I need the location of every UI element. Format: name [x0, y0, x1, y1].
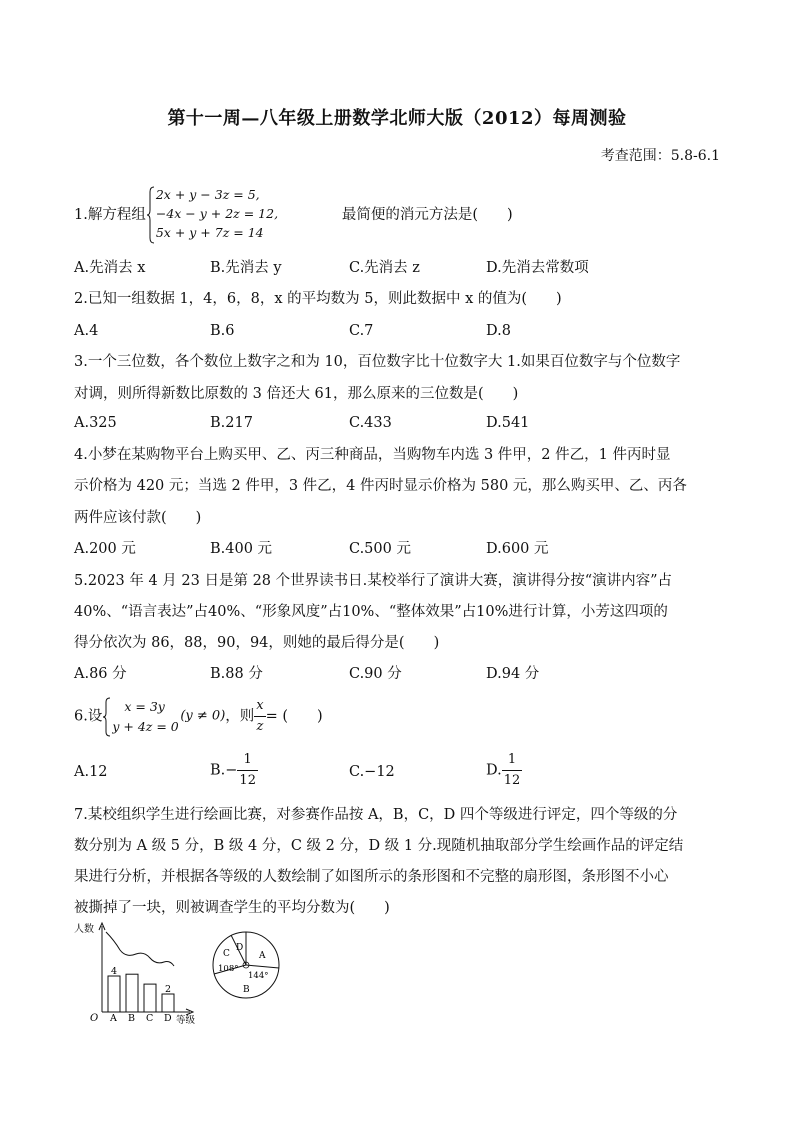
q6-option-b-fraction [237, 750, 258, 791]
question-7-line-3: 果进行分析，并根据各等级的人数绘制了如图所示的条形图和不完整的扇形图，条形图不小心 [74, 869, 669, 885]
q6-option-b-numerator: 1 [243, 752, 252, 767]
data-label-d: 2 [165, 984, 172, 995]
q6-suffix: = ( ) [265, 708, 323, 725]
pie-angle-c: 108° [218, 964, 239, 974]
q1-option-b[interactable]: B.先消去 y [210, 260, 282, 276]
q1-prefix: 1.解方程组 [74, 207, 146, 223]
q4-option-b[interactable]: B.400 元 [210, 541, 273, 557]
bar-chart [70, 918, 210, 1024]
q6-option-d-numerator: 1 [507, 752, 517, 767]
q5-option-c[interactable]: C.90 分 [349, 666, 402, 682]
q1-option-c[interactable]: C.先消去 z [349, 260, 420, 276]
q2-option-a[interactable]: A.4 [74, 323, 99, 339]
q6-option-b-denominator: 12 [237, 770, 258, 791]
torn-edge [106, 932, 174, 966]
x-axis-label: 等级 [176, 1015, 196, 1024]
bar-c [144, 984, 156, 1012]
q2-option-b[interactable]: B.6 [210, 323, 235, 339]
brace-icon [102, 697, 112, 737]
q6-option-b[interactable] [210, 750, 258, 791]
bar-d [162, 994, 174, 1012]
tick-label-c: C [146, 1013, 154, 1024]
question-7-line-4: 被撕掉了一块，则被调查学生的平均分数为( ) [74, 900, 390, 916]
pie-label-b: B [243, 985, 250, 995]
question-4-line-1: 4.小梦在某购物平台上购买甲、乙、丙三种商品，当购物车内选 3 件甲，2 件乙，1 件丙时显 [74, 447, 671, 463]
q6-option-a[interactable]: A.12 [74, 764, 108, 780]
q1-eq1: 2x + y − 3z = 5, [155, 187, 260, 202]
q2-option-c[interactable]: C.7 [349, 323, 374, 339]
tick-label-d: D [164, 1013, 172, 1024]
question-6 [74, 696, 323, 740]
pie-angle-b: 144° [248, 971, 269, 981]
q2-option-d[interactable]: D.8 [486, 323, 511, 339]
question-5-line-2: 40%、“语言表达”占40%、“形象风度”占10%、“整体效果”占10%进行计算，小芳这四项的 [74, 604, 668, 620]
q6-eq1: x = 3y [124, 698, 165, 714]
bars-group [108, 966, 174, 1024]
question-3-line-1: 3.一个三位数，各个数位上数字之和为 10，百位数字比十位数字大 1.如果百位数字与个位数字 [74, 354, 681, 370]
q6-fraction [254, 696, 265, 737]
q1-suffix: 最简便的消元方法是( ) [341, 207, 513, 223]
q4-option-a[interactable]: A.200 元 [74, 541, 136, 557]
question-4-line-2: 示价格为 420 元；当选 2 件甲，3 件乙，4 件丙时显示价格为 580 元，那么购买甲、乙、丙各 [74, 478, 687, 494]
question-1 [74, 186, 513, 244]
question-3-line-2: 对调，则所得新数比原数的 3 倍还大 61，那么原来的三位数是( ) [74, 386, 519, 402]
q1-eq2: −4x − y + 2z = 12, [155, 206, 279, 221]
q6-prefix: 6.设 [74, 708, 103, 725]
question-4-line-3: 两件应该付款( ) [74, 510, 202, 526]
question-7-line-2: 数分别为 A 级 5 分，B 级 4 分，C 级 2 分，D 级 1 分.现随机抽取部分学生绘画作品的评定结 [74, 838, 684, 854]
bar-a [108, 976, 120, 1012]
q6-equation-system [102, 697, 180, 737]
q6-option-b-prefix: B.− [210, 762, 238, 779]
q6-fraction-numerator: x [256, 698, 264, 713]
question-2: 2.已知一组数据 1，4，6，8，x 的平均数为 5，则此数据中 x 的值为( ) [74, 291, 562, 307]
q6-option-d-fraction [502, 750, 523, 791]
q4-option-d[interactable]: D.600 元 [486, 541, 549, 557]
q6-then: ，则 [225, 708, 255, 725]
q5-option-a[interactable]: A.86 分 [74, 666, 127, 682]
q3-option-b[interactable]: B.217 [210, 415, 253, 431]
q3-option-d[interactable]: D.541 [486, 415, 530, 431]
q6-option-c[interactable]: C.−12 [349, 764, 395, 780]
q6-eq2: y + 4z = 0 [112, 718, 179, 734]
q1-equation-system [146, 186, 342, 244]
bar-b [126, 974, 138, 1012]
q4-option-c[interactable]: C.500 元 [349, 541, 411, 557]
question-5-line-3: 得分依次为 86，88，90，94，则她的最后得分是( ) [74, 635, 440, 651]
q3-option-c[interactable]: C.433 [349, 415, 392, 431]
tick-label-a: A [110, 1013, 117, 1024]
brace-icon [146, 186, 156, 244]
exam-range: 考查范围：5.8-6.1 [600, 148, 720, 164]
pie-divider [246, 965, 279, 968]
tick-label-b: B [128, 1013, 135, 1024]
question-5-line-1: 5.2023 年 4 月 23 日是第 28 个世界读书日.某校举行了演讲大赛，演讲得分按“演讲内容”占 [74, 573, 673, 589]
question-7-line-1: 7.某校组织学生进行绘画比赛，对参赛作品按 A，B，C，D 四个等级进行评定，四个等级的分 [74, 807, 678, 823]
q1-eq3: 5x + y + 7z = 14 [155, 225, 264, 240]
pie-label-c: C [223, 949, 230, 959]
q3-option-a[interactable]: A.325 [74, 415, 117, 431]
q6-fraction-denominator: z [254, 716, 265, 737]
pie-label-a: A [259, 951, 266, 961]
q6-option-d-denominator: 12 [502, 770, 523, 791]
pie-chart [206, 918, 290, 1014]
origin-label: O [90, 1013, 99, 1024]
page-title: 第十一周—八年级上册数学北师大版（2012）每周测验 [167, 108, 627, 129]
q1-option-d[interactable]: D.先消去常数项 [486, 260, 589, 276]
q6-option-d-prefix: D. [486, 762, 502, 779]
pie-label-d: D [236, 943, 244, 953]
q6-option-d[interactable] [486, 750, 522, 791]
y-axis-label: 人数 [74, 924, 94, 935]
q1-option-a[interactable]: A.先消去 x [74, 260, 146, 276]
q5-option-d[interactable]: D.94 分 [486, 666, 540, 682]
q5-option-b[interactable]: B.88 分 [210, 666, 263, 682]
data-label-a: 4 [111, 966, 118, 977]
q6-condition: (y ≠ 0) [180, 708, 226, 724]
